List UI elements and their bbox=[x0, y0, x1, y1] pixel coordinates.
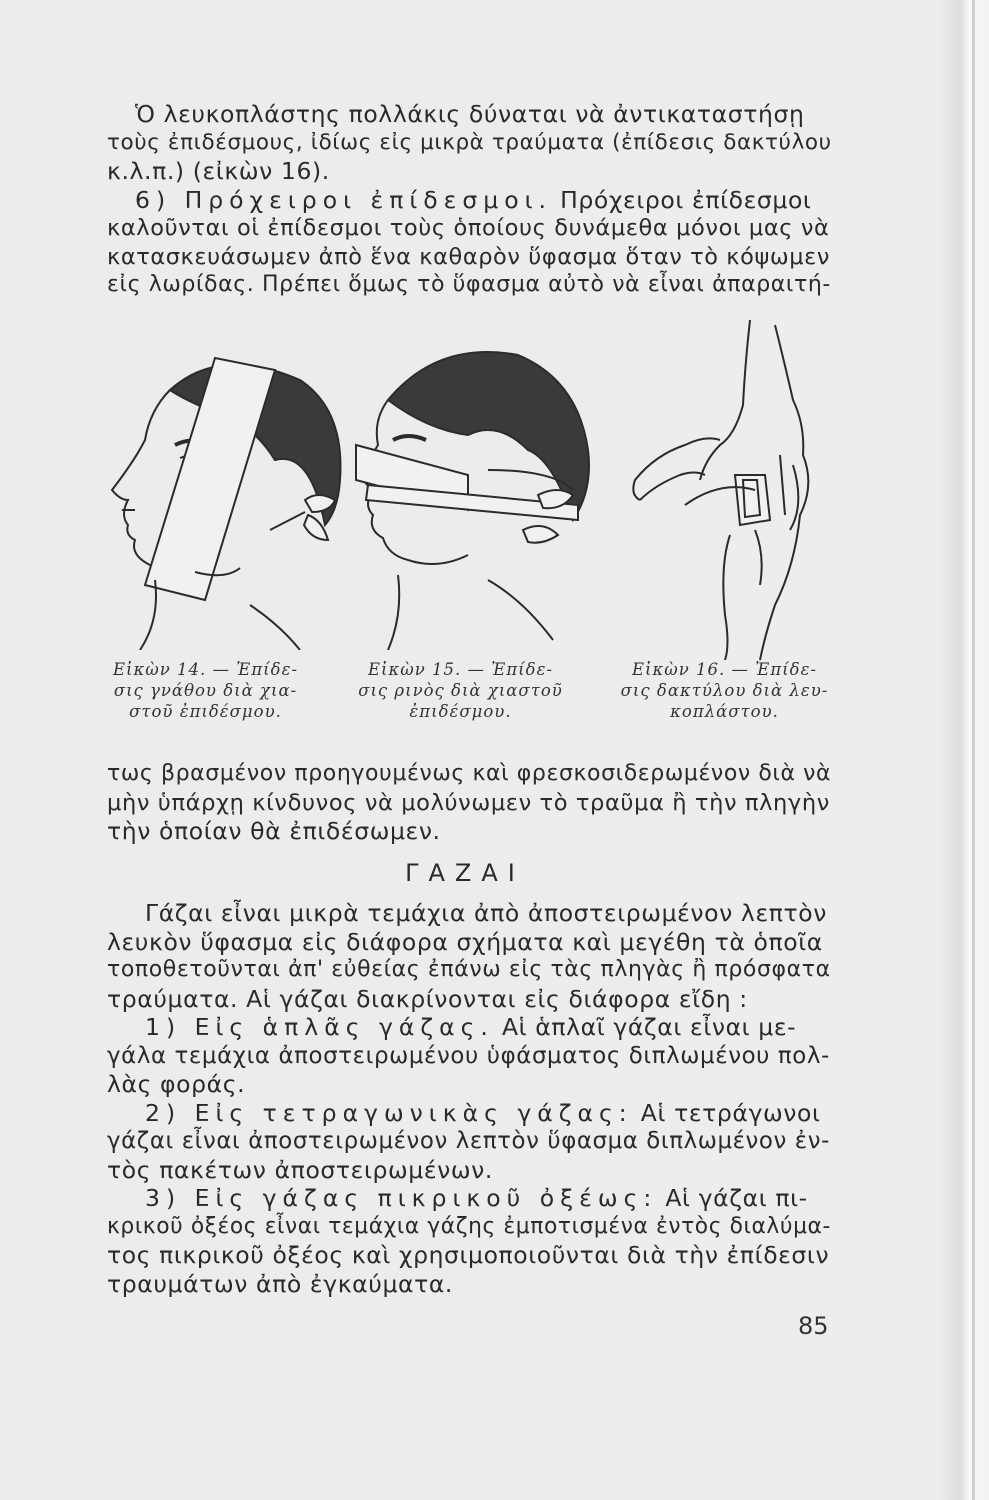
text-line: τοὺς ἐπιδέσμους, ἰδίως εἰς μικρὰ τραύματα (ἐπίδεσις δακτύλου bbox=[107, 129, 832, 155]
paragraph-plaster bbox=[107, 100, 832, 186]
text-line bbox=[107, 1184, 829, 1213]
text-fragment: Αἱ τετράγωνοι bbox=[632, 1098, 821, 1127]
caption-figure-15 bbox=[353, 659, 568, 722]
caption-line: Εἰκὼν 14. — Ἐπίδε- bbox=[112, 660, 299, 679]
text-line: γάλα τεμάχια ἀποστειρωμένου ὑφάσματος διπλωμένου πολ- bbox=[107, 1042, 830, 1069]
text-line: μὴν ὑπάρχῃ κίνδυνος νὰ μολύνωμεν τὸ τραῦμα ἢ τὴν πληγὴν bbox=[107, 789, 830, 816]
text-line: Γάζαι εἶναι μικρὰ τεμάχια ἀπὸ ἀποστειρωμένον λεπτὸν bbox=[145, 899, 827, 927]
text-line: τως βρασμένον προηγουμένως καὶ φρεσκοσιδερωμένον διὰ νὰ bbox=[107, 761, 832, 786]
text-line: κ.λ.π.) (εἰκὼν 16). bbox=[107, 157, 330, 185]
text-line bbox=[107, 1013, 829, 1042]
item-simple-gauze bbox=[107, 1013, 829, 1099]
text-line bbox=[107, 1099, 829, 1128]
text-line: τραυμάτων ἀπὸ ἐγκαύματα. bbox=[107, 1269, 454, 1298]
caption-line: ἐπιδέσμου. bbox=[409, 702, 512, 721]
text-fragment: Αἱ γάζαι πι- bbox=[657, 1184, 808, 1212]
caption-line: κοπλάστου. bbox=[670, 702, 779, 721]
text-line: Ὁ λευκοπλάστης πολλάκις δύναται νὰ ἀντικαταστήσῃ bbox=[135, 100, 805, 128]
text-fragment: Αἱ ἁπλαῖ γάζαι εἶναι με- bbox=[493, 1013, 797, 1041]
figure-jaw-bandage bbox=[100, 340, 350, 650]
spaced-heading: 2) Εἰς τετραγωνικὰς γάζας: bbox=[145, 1098, 633, 1127]
spaced-heading: 3) Εἰς γάζας πικρικοῦ ὀξέως: bbox=[145, 1184, 658, 1212]
text-line: τοποθετοῦνται ἀπ' εὐθείας ἐπάνω εἰς τὰς πληγὰς ἢ πρόσφατα bbox=[107, 957, 831, 982]
paragraph-improvised-bandages bbox=[107, 186, 829, 300]
page-edge bbox=[972, 0, 975, 1500]
text-line: τὸς πακέτων ἀποστειρωμένων. bbox=[107, 1155, 493, 1184]
text-line: λευκὸν ὕφασμα εἰς διάφορα σχήματα καὶ μεγέθη τὰ ὁποῖα bbox=[107, 927, 823, 956]
caption-line: σις ρινὸς διὰ χιαστοῦ bbox=[358, 681, 563, 700]
text-fragment: Πρόχειροι ἐπίδεσμοι bbox=[552, 185, 812, 214]
text-line: εἰς λωρίδας. Πρέπει ὅμως τὸ ὕφασμα αὐτὸ νὰ εἶναι ἀπαραιτή- bbox=[107, 272, 831, 297]
text-line: τὴν ὁποίαν θὰ ἐπιδέσωμεν. bbox=[107, 817, 441, 845]
item-picric-gauze bbox=[107, 1184, 829, 1298]
text-line: γάζαι εἶναι ἀποστειρωμένον λεπτὸν ὕφασμα διπλωμένον ἐν- bbox=[107, 1128, 830, 1154]
caption-line: σις δακτύλου διὰ λευ- bbox=[620, 681, 829, 700]
text-line: κρικοῦ ὀξέος εἶναι τεμάχια γάζης ἐμποτισμένα ἐντὸς διαλύμα- bbox=[107, 1213, 831, 1239]
figure-nose-bandage bbox=[348, 340, 598, 650]
text-line: κατασκευάσωμεν ἀπὸ ἕνα καθαρὸν ὕφασμα ὅταν τὸ κόψωμεν bbox=[107, 243, 830, 270]
spaced-heading: 6) Πρόχειροι ἐπίδεσμοι. bbox=[135, 185, 553, 214]
caption-line: Εἰκὼν 16. — Ἐπίδε- bbox=[631, 660, 818, 679]
text-line: λὰς φοράς. bbox=[107, 1070, 246, 1098]
item-square-gauze bbox=[107, 1099, 829, 1185]
caption-line: Εἰκὼν 15. — Ἐπίδε- bbox=[367, 660, 554, 679]
section-heading: ΓΑΖΑΙ bbox=[405, 859, 525, 887]
page-number: 85 bbox=[798, 1312, 829, 1340]
paragraph-gauze-intro bbox=[107, 899, 829, 1013]
caption-figure-16 bbox=[612, 659, 837, 722]
text-line: καλοῦνται οἱ ἐπίδεσμοι τοὺς ὁποίους δυνάμεθα μόνοι μας νὰ bbox=[107, 215, 830, 241]
figure-finger-plaster bbox=[625, 315, 825, 660]
text-line bbox=[107, 186, 829, 215]
caption-figure-14 bbox=[98, 659, 313, 722]
caption-line: σις γνάθου διὰ χια- bbox=[113, 681, 298, 700]
caption-line: στοῦ ἐπιδέσμου. bbox=[129, 702, 282, 721]
paragraph-continuation bbox=[107, 760, 832, 846]
text-line: τος πικρικοῦ ὀξέος καὶ χρησιμοποιοῦνται διὰ τὴν ἐπίδεσιν bbox=[107, 1241, 830, 1269]
text-line: τραύματα. Αἱ γάζαι διακρίνονται εἰς διάφορα εἴδη : bbox=[107, 984, 748, 1013]
spaced-heading: 1) Εἰς ἁπλᾶς γάζας. bbox=[145, 1013, 494, 1041]
